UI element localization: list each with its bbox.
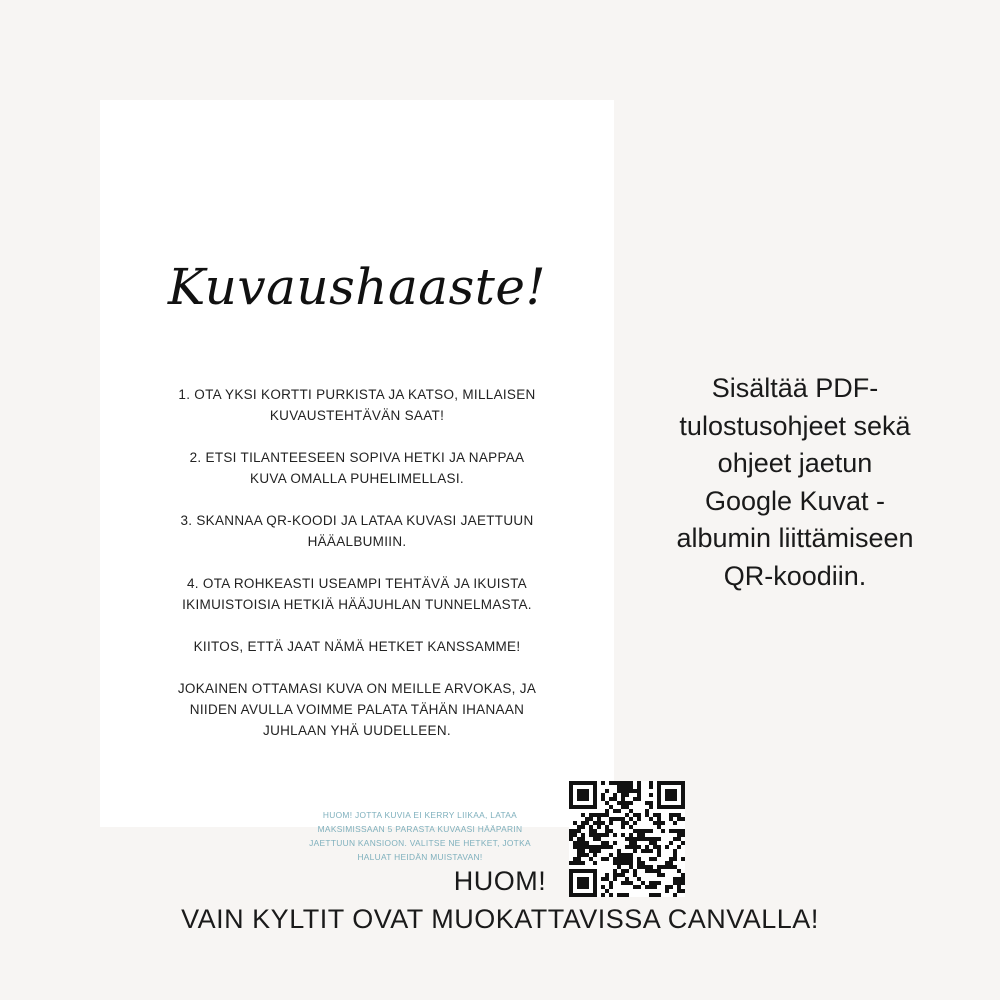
thanks-text: KIITOS, ETTÄ JAAT NÄMÄ HETKET KANSSAMME! [193, 639, 521, 654]
instruction-step-3: 3. SKANNAA QR-KOODI JA LATAA KUVASI JAETTUUN HÄÄALBUMIIN. [180, 513, 534, 549]
product-description: Sisältää PDF- tulostusohjeet sekä ohjeet jaetun Google Kuvat - albumin liittämiseen QR-koodiin. [676, 373, 914, 591]
footer-line-2: VAIN KYLTIT OVAT MUOKATTAVISSA CANVALLA! [181, 904, 819, 934]
upload-note: HUOM! JOTTA KUVIA EI KERRY LIIKAA, LATAA MAKSIMISSAAN 5 PARASTA KUVAASI HÄÄPARIN JAETTUUN KANSIOON. VALITSE NE HETKET, JOTKA HALUAT HEIDÄN MUISTAVAN! [309, 810, 531, 862]
card-title: Kuvaushaaste! [167, 258, 547, 316]
instruction-step-2: 2. ETSI TILANTEESEEN SOPIVA HETKI JA NAPPAA KUVA OMALLA PUHELIMELLASI. [189, 450, 525, 486]
footer-notice [0, 862, 1000, 938]
instruction-step-1: 1. OTA YKSI KORTTI PURKISTA JA KATSO, MILLAISEN KUVAUSTEHTÄVÄN SAAT! [178, 387, 536, 423]
instruction-step-4: 4. OTA ROHKEASTI USEAMPI TEHTÄVÄ JA IKUISTA IKIMUISTOISIA HETKIÄ HÄÄJUHLAN TUNNELMASTA. [182, 576, 532, 612]
sign-card [100, 100, 614, 862]
instruction-list [140, 384, 574, 762]
footer-line-1: HUOM! [453, 866, 547, 896]
closing-text: JOKAINEN OTTAMASI KUVA ON MEILLE ARVOKAS, JA NIIDEN AVULLA VOIMME PALATA TÄHÄN IHANAAN JUHLAAN YHÄ UUDELLEEN. [177, 681, 537, 738]
